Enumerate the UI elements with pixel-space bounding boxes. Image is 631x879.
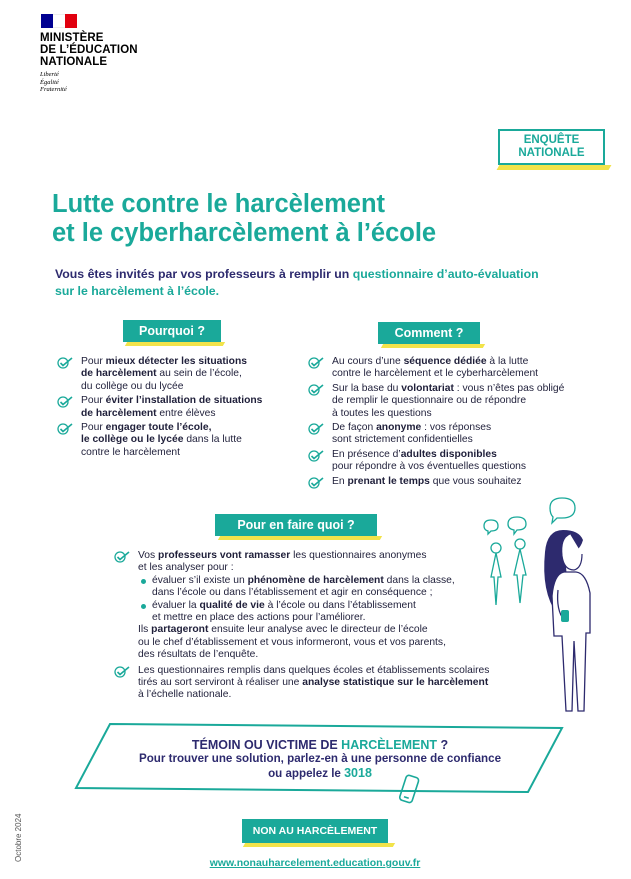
helpline-number[interactable]: 3018 [344, 766, 372, 780]
emphasis: professeurs vont ramasser [158, 550, 291, 561]
emphasis: volontariat [401, 382, 454, 394]
list-item [307, 356, 607, 381]
emphasis: séquence dédiée [403, 356, 487, 367]
text: TÉMOIN OU VICTIME DE [191, 738, 342, 752]
text: contre le harcèlement [81, 446, 181, 458]
list-item [56, 422, 296, 459]
motto-line: Égalité [40, 78, 59, 86]
text: tirés au sort serviront à réaliser une [138, 677, 303, 689]
intro-text [55, 266, 615, 300]
title-line: Lutte contre le harcèlement [52, 190, 386, 218]
text: entre élèves [156, 407, 216, 419]
student-illustration [478, 490, 628, 715]
text: Pour trouver une solution, parlez-en à une personne de confiance [138, 752, 502, 765]
sub-list-item [138, 575, 513, 600]
pourquoi-label: Pourquoi ? [123, 320, 221, 342]
list-item [307, 422, 607, 447]
text: les questionnaires anonymes [290, 550, 427, 561]
list-item [113, 550, 513, 662]
check-icon [57, 423, 73, 435]
temoin-title [75, 738, 565, 752]
text: Ils [138, 624, 152, 636]
text: contre le harcèlement et le cyberharcèlement [332, 368, 539, 380]
pourquoi-list [56, 356, 296, 461]
text: du collège ou du lycée [81, 380, 184, 392]
faire-list [113, 550, 513, 704]
text: En [332, 475, 348, 487]
badge-line: NATIONALE [518, 147, 585, 159]
list-item [113, 665, 513, 702]
emphasis: HARCÈLEMENT [341, 738, 438, 752]
emphasis: adultes disponibles [400, 448, 497, 460]
list-item [56, 395, 296, 420]
text: et mettre en place des actions pour l’améliorer. [152, 612, 366, 624]
text: Au cours d’une [332, 356, 404, 367]
website-link[interactable]: www.nonauharcelement.education.gouv.fr [209, 857, 421, 869]
republic-motto [40, 71, 67, 94]
text: Sur la base du [332, 382, 402, 394]
text: pour répondre à vos éventuelles questions [332, 461, 527, 473]
comment-underline [381, 344, 485, 348]
title-line: et le cyberharcèlement à l’école [52, 219, 437, 247]
list-item [307, 383, 607, 420]
text: Pour [81, 356, 106, 367]
text: ou le chef d’établissement et vous informeront, vous et vos parents, [138, 636, 446, 648]
temoin-message [75, 752, 565, 781]
text: ? [437, 738, 449, 752]
text: : vous n’êtes pas obligé [453, 382, 565, 394]
emphasis: phénomène de harcèlement [247, 574, 384, 586]
ministry-name [40, 32, 138, 68]
motto-line: Liberté [40, 71, 59, 78]
faire-underline [218, 536, 382, 540]
text: et les analyser pour : [138, 562, 234, 574]
motto-line: Fraternité [40, 86, 67, 93]
sub-list [138, 575, 513, 625]
check-icon [114, 666, 130, 678]
intro-part: Vous êtes invités par vos professeurs à remplir un [55, 267, 353, 281]
speech-bubble-icon [508, 517, 526, 534]
button-underline [243, 843, 395, 847]
text: dans la lutte [183, 434, 242, 446]
page-title [52, 190, 592, 248]
text: : vos réponses [421, 422, 492, 434]
emphasis: le collège ou le lycée [81, 434, 184, 446]
ministry-line: NATIONALE [40, 56, 108, 68]
text: de remplir le questionnaire ou de répondre [332, 395, 527, 407]
check-icon [308, 477, 324, 489]
text: Les questionnaires remplis dans quelques écoles et établissements scolaires [138, 664, 490, 676]
text: au sein de l’école, [156, 368, 242, 380]
emphasis: qualité de vie [199, 599, 265, 611]
text: à la lutte [486, 356, 529, 367]
text: Pour [81, 395, 106, 407]
text: Pour [81, 422, 106, 434]
document-date: Octobre 2024 [14, 813, 23, 862]
ministry-line: DE L’ÉDUCATION [40, 44, 138, 56]
text: à l’échelle nationale. [138, 689, 232, 701]
text: En présence d’ [332, 448, 401, 460]
comment-label: Comment ? [378, 322, 480, 344]
text: ensuite leur analyse avec le directeur de l’école [208, 624, 428, 636]
intro-part: sur le harcèlement à l’école. [55, 284, 220, 298]
emphasis: engager toute l’école, [105, 422, 212, 434]
list-item [307, 449, 607, 474]
text: que vous souhaitez [429, 475, 522, 487]
text: évaluer s’il existe un [152, 574, 248, 586]
emphasis: de harcèlement [81, 407, 157, 419]
text: ou appelez le [268, 767, 345, 780]
list-item [56, 356, 296, 393]
check-icon [308, 423, 324, 435]
text: à toutes les questions [332, 407, 432, 419]
faire-label: Pour en faire quoi ? [215, 514, 377, 536]
badge-line: ENQUÊTE [523, 134, 580, 146]
check-icon [114, 551, 130, 563]
text: De façon [332, 422, 377, 434]
emphasis: éviter l’installation de situations [105, 395, 263, 407]
emphasis: mieux détecter les situations [105, 356, 247, 367]
speech-bubble-icon [550, 498, 575, 523]
french-flag-logo [41, 14, 77, 28]
comment-list [307, 356, 607, 490]
check-icon [308, 384, 324, 396]
ministry-line: MINISTÈRE [40, 32, 104, 44]
emphasis: partageront [151, 624, 209, 636]
emphasis: analyse statistique sur le harcèlement [302, 677, 489, 689]
sub-list-item [138, 600, 513, 625]
emphasis: anonyme [376, 422, 422, 434]
enquete-nationale-badge [498, 129, 605, 165]
check-icon [57, 396, 73, 408]
check-icon [308, 450, 324, 462]
text: sont strictement confidentielles [332, 434, 473, 446]
text: dans l’école ou dans l’établissement et agir en conséquence ; [152, 587, 433, 599]
text: Vos [138, 550, 159, 561]
intro-accent: questionnaire d’auto-évaluation [352, 267, 539, 281]
text: dans la classe, [383, 574, 455, 586]
speech-bubble-icon [484, 520, 498, 534]
emphasis: de harcèlement [81, 368, 157, 380]
text: des résultats de l’enquête. [138, 649, 259, 661]
check-icon [308, 357, 324, 369]
list-item [307, 476, 607, 488]
text: évaluer la [152, 599, 200, 611]
text: à l’école ou dans l’établissement [264, 599, 416, 611]
emphasis: prenant le temps [347, 475, 430, 487]
badge-underline [497, 165, 612, 170]
phone-icon [394, 772, 424, 810]
pourquoi-underline [125, 342, 225, 346]
check-icon [57, 357, 73, 369]
non-au-harcelement-button[interactable]: NON AU HARCÈLEMENT [242, 819, 388, 843]
